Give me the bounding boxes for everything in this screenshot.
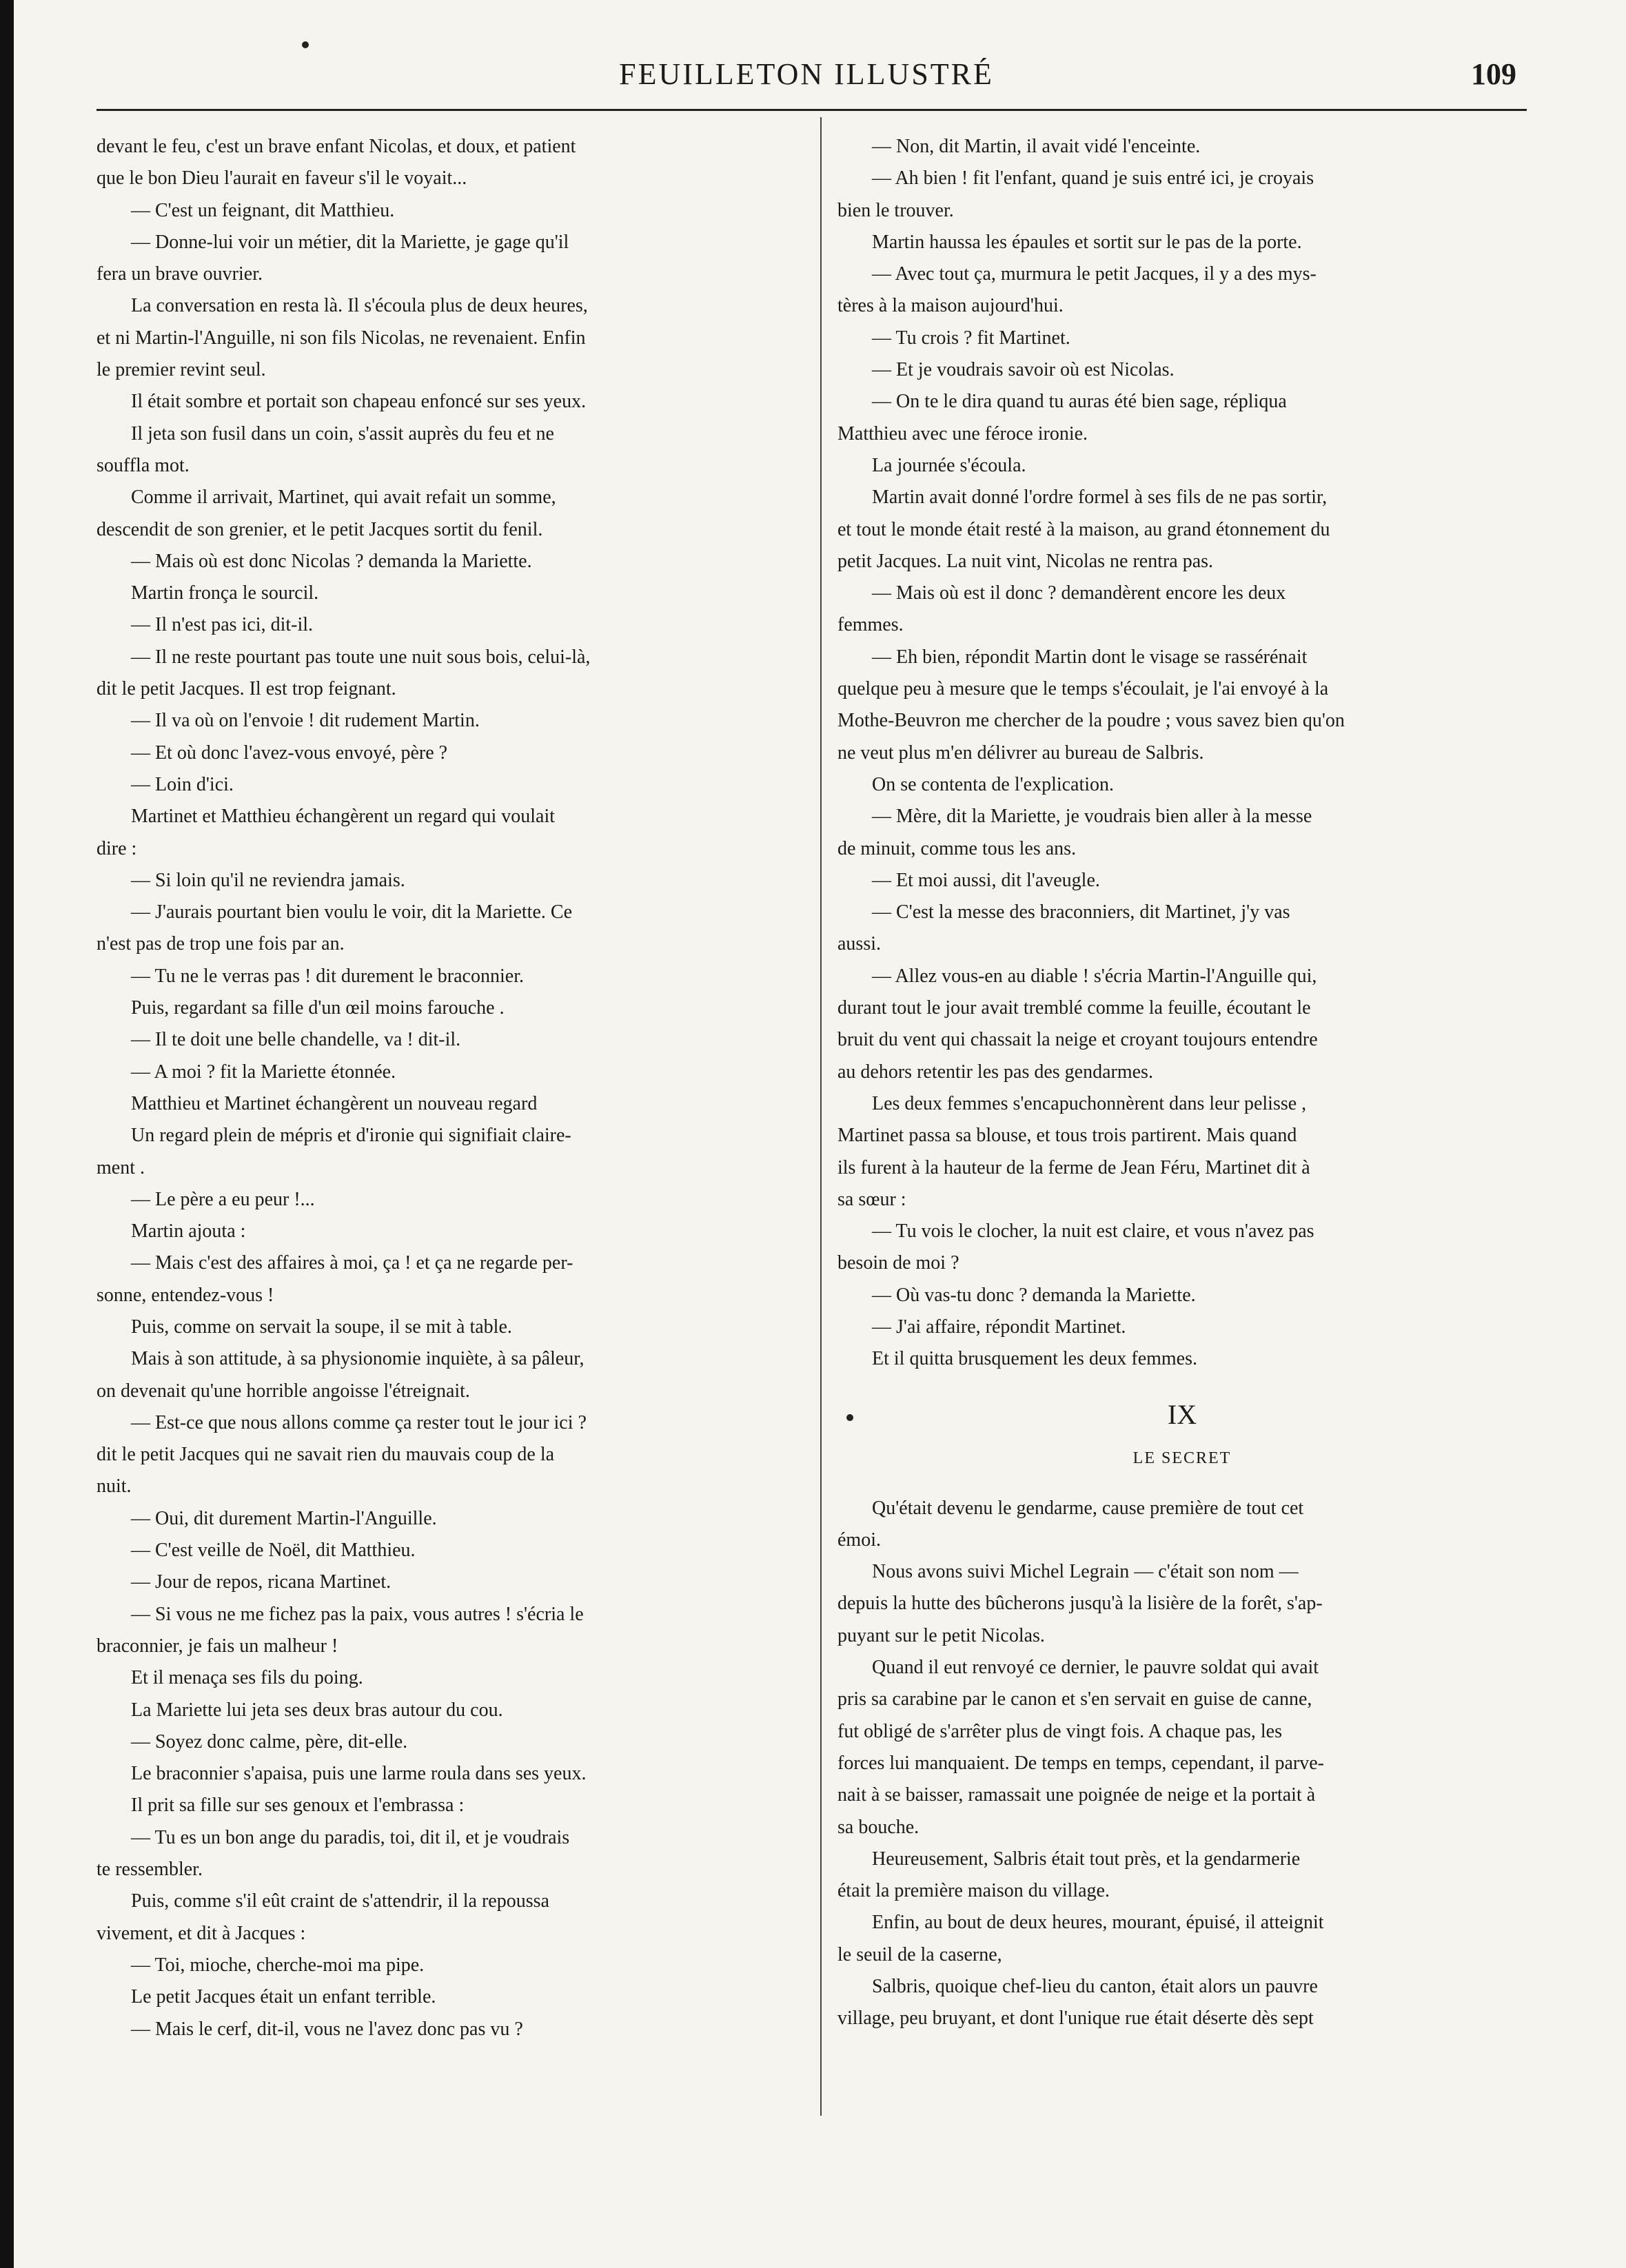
text-line: durant tout le jour avait tremblé comme la feuille, écoutant le (837, 997, 1311, 1019)
text-line: — Jour de repos, ricana Martinet. (131, 1571, 392, 1593)
text-line: On se contenta de l'explication. (872, 773, 1115, 795)
text-line: besoin de moi ? (837, 1252, 959, 1274)
text-line: Enfin, au bout de deux heures, mourant, épuisé, il atteignit (872, 1912, 1324, 1934)
text-line: devant le feu, c'est un brave enfant Nicolas, et doux, et patient (96, 136, 576, 157)
text-line: Un regard plein de mépris et d'ironie qui signifiait claire- (131, 1125, 571, 1147)
text-line: sa bouche. (837, 1816, 919, 1838)
text-line: Salbris, quoique chef-lieu du canton, était alors un pauvre (872, 1976, 1318, 1998)
text-line: et tout le monde était resté à la maison, au grand étonnement du (837, 518, 1330, 540)
text-line: — Où vas-tu donc ? demanda la Mariette. (872, 1284, 1196, 1306)
text-line: — Mais c'est des affaires à moi, ça ! et ça ne regarde per- (131, 1252, 573, 1274)
text-line: Heureusement, Salbris était tout près, et la gendarmerie (872, 1848, 1301, 1870)
text-line: dit le petit Jacques. Il est trop feignant. (96, 678, 396, 700)
text-line: Martin ajouta : (131, 1220, 246, 1243)
text-line: puyant sur le petit Nicolas. (837, 1624, 1045, 1646)
text-line: descendit de son grenier, et le petit Jacques sortit du fenil. (96, 518, 543, 540)
text-line: nait à se baisser, ramassait une poignée de neige et la portait à (837, 1784, 1316, 1806)
text-line: était la première maison du village. (837, 1880, 1110, 1902)
page-header (96, 50, 1516, 99)
column-divider (820, 117, 822, 2116)
text-line: on devenait qu'une horrible angoisse l'étreignait. (96, 1380, 470, 1402)
text-line: Les deux femmes s'encapuchonnèrent dans leur pelisse , (872, 1092, 1307, 1114)
text-line: Martinet passa sa blouse, et tous trois partirent. Mais quand (837, 1125, 1297, 1147)
text-line: le premier revint seul. (96, 359, 266, 381)
print-speck (302, 41, 309, 48)
text-line: Martinet et Matthieu échangèrent un regard qui voulait (131, 806, 556, 828)
chapter-number: IX (1167, 1398, 1197, 1430)
text-line: Mais à son attitude, à sa physionomie inquiète, à sa pâleur, (131, 1348, 585, 1370)
text-line: te ressembler. (96, 1859, 203, 1881)
text-line: — Mère, dit la Mariette, je voudrais bien aller à la messe (872, 806, 1312, 828)
text-line: Nous avons suivi Michel Legrain — c'était son nom — (872, 1561, 1299, 1583)
text-line: — Il va où on l'envoie ! dit rudement Martin. (131, 710, 480, 732)
text-line: Matthieu et Martinet échangèrent un nouveau regard (131, 1092, 538, 1114)
text-line: Puis, comme s'il eût craint de s'attendrir, il la repoussa (131, 1890, 549, 1912)
text-line: — Si vous ne me fichez pas la paix, vous autres ! s'écria le (131, 1603, 584, 1625)
text-line: dire : (96, 837, 137, 859)
text-line: émoi. (837, 1529, 881, 1551)
text-column-left (96, 131, 786, 2045)
text-line: de minuit, comme tous les ans. (837, 837, 1077, 859)
text-line: n'est pas de trop une fois par an. (96, 933, 345, 955)
text-line: — Avec tout ça, murmura le petit Jacques, il y a des mys- (872, 263, 1317, 285)
text-line: — Oui, dit durement Martin-l'Anguille. (131, 1507, 437, 1529)
text-line: fera un brave ouvrier. (96, 263, 263, 285)
text-line: ne veut plus m'en délivrer au bureau de Salbris. (837, 742, 1204, 764)
text-line: — C'est la messe des braconniers, dit Martinet, j'y vas (872, 901, 1290, 923)
text-line: quelque peu à mesure que le temps s'écoulait, je l'ai envoyé à la (837, 678, 1329, 700)
text-line: — Non, dit Martin, il avait vidé l'enceinte. (872, 136, 1201, 157)
text-line: — Si loin qu'il ne reviendra jamais. (131, 869, 405, 891)
text-line: — J'ai affaire, répondit Martinet. (872, 1316, 1126, 1338)
text-line: — Tu vois le clocher, la nuit est claire, et vous n'avez pas (872, 1220, 1314, 1243)
text-line: Il jeta son fusil dans un coin, s'assit auprès du feu et ne (131, 422, 554, 445)
chapter-title: LE SECRET (1132, 1449, 1232, 1467)
text-line: Le petit Jacques était un enfant terrible. (131, 1986, 436, 2008)
text-line: depuis la hutte des bûcherons jusqu'à la lisière de la forêt, s'ap- (837, 1593, 1323, 1615)
text-line: et ni Martin-l'Anguille, ni son fils Nicolas, ne revenaient. Enfin (96, 327, 586, 349)
text-line: La conversation en resta là. Il s'écoula plus de deux heures, (131, 295, 588, 317)
text-line: petit Jacques. La nuit vint, Nicolas ne rentra pas. (837, 550, 1214, 572)
text-line: — Est-ce que nous allons comme ça rester tout le jour ici ? (131, 1411, 587, 1433)
text-line: Le braconnier s'apaisa, puis une larme roula dans ses yeux. (131, 1763, 587, 1785)
text-line: Martin haussa les épaules et sortit sur le pas de la porte. (872, 231, 1302, 253)
text-line: fut obligé de s'arrêter plus de vingt fois. A chaque pas, les (837, 1720, 1282, 1742)
text-line: Et il quitta brusquement les deux femmes. (872, 1348, 1198, 1370)
text-line: Et il menaça ses fils du poing. (131, 1667, 363, 1689)
text-block-before-chapter (837, 131, 1527, 1376)
text-line: — Et moi aussi, dit l'aveugle. (872, 869, 1100, 891)
text-line: Martin avait donné l'ordre formel à ses fils de ne pas sortir, (872, 487, 1328, 509)
text-line: dit le petit Jacques qui ne savait rien du mauvais coup de la (96, 1444, 555, 1466)
text-line: — Donne-lui voir un métier, dit la Mariette, je gage qu'il (131, 231, 569, 253)
text-block-after-chapter (837, 1493, 1527, 2035)
text-line: ils furent à la hauteur de la ferme de Jean Féru, Martinet dit à (837, 1156, 1310, 1178)
text-line: sonne, entendez-vous ! (96, 1284, 274, 1306)
text-line: — J'aurais pourtant bien voulu le voir, dit la Mariette. Ce (131, 901, 572, 923)
text-line: aussi. (837, 933, 881, 955)
text-line: sa sœur : (837, 1188, 906, 1210)
text-line: — A moi ? fit la Mariette étonnée. (131, 1061, 396, 1083)
text-line: — Tu crois ? fit Martinet. (872, 327, 1070, 349)
text-line: La Mariette lui jeta ses deux bras autour du cou. (131, 1699, 503, 1721)
text-line: — Il n'est pas ici, dit-il. (131, 614, 314, 636)
text-line: le seuil de la caserne, (837, 1943, 1002, 1965)
text-line: bruit du vent qui chassait la neige et croyant toujours entendre (837, 1029, 1318, 1051)
header-rule (96, 109, 1527, 111)
text-line: — Toi, mioche, cherche-moi ma pipe. (131, 1954, 425, 1976)
text-line: — On te le dira quand tu auras été bien sage, répliqua (872, 391, 1287, 413)
text-line: — Ah bien ! fit l'enfant, quand je suis entré ici, je croyais (872, 167, 1314, 190)
text-line: femmes. (837, 614, 904, 636)
text-line: vivement, et dit à Jacques : (96, 1922, 306, 1944)
text-line: — Mais le cerf, dit-il, vous ne l'avez donc pas vu ? (131, 2018, 523, 2040)
text-line: — Tu ne le verras pas ! dit durement le braconnier. (131, 965, 524, 987)
text-line: Il prit sa fille sur ses genoux et l'embrassa : (131, 1795, 465, 1817)
text-line: que le bon Dieu l'aurait en faveur s'il le voyait... (96, 167, 467, 190)
text-line: village, peu bruyant, et dont l'unique rue était déserte dès sept (837, 2008, 1314, 2030)
text-line: — Soyez donc calme, père, dit-elle. (131, 1730, 408, 1753)
running-title: FEUILLETON ILLUSTRÉ (619, 57, 994, 91)
text-line: au dehors retentir les pas des gendarmes. (837, 1061, 1153, 1083)
text-line: Matthieu avec une féroce ironie. (837, 422, 1088, 445)
text-line: — Eh bien, répondit Martin dont le visage se rassérénait (872, 646, 1308, 668)
text-line: Puis, comme on servait la soupe, il se mit à table. (131, 1316, 512, 1338)
text-line: La journée s'écoula. (872, 454, 1026, 476)
text-column-right (837, 131, 1527, 2035)
text-line: forces lui manquaient. De temps en temps, cependant, il parve- (837, 1752, 1324, 1774)
text-line: — Le père a eu peur !... (131, 1188, 315, 1210)
text-line: Comme il arrivait, Martinet, qui avait refait un somme, (131, 487, 556, 509)
text-line: Mothe-Beuvron me chercher de la poudre ; vous savez bien qu'on (837, 710, 1345, 732)
text-line: Quand il eut renvoyé ce dernier, le pauvre soldat qui avait (872, 1657, 1319, 1679)
text-line: — Il te doit une belle chandelle, va ! dit-il. (131, 1029, 461, 1051)
text-line: — Allez vous-en au diable ! s'écria Martin-l'Anguille qui, (872, 965, 1317, 987)
text-line: Martin fronça le sourcil. (131, 582, 319, 604)
text-line: — Et je voudrais savoir où est Nicolas. (872, 359, 1175, 381)
text-line: tères à la maison aujourd'hui. (837, 295, 1064, 317)
page-binding-edge (0, 0, 14, 2268)
text-line: — C'est un feignant, dit Matthieu. (131, 199, 395, 221)
text-line: — Et où donc l'avez-vous envoyé, père ? (131, 742, 448, 764)
text-line: — C'est veille de Noël, dit Matthieu. (131, 1540, 416, 1562)
text-line: — Mais où est donc Nicolas ? demanda la Mariette. (131, 550, 532, 572)
text-line: braconnier, je fais un malheur ! (96, 1635, 338, 1657)
text-line: pris sa carabine par le canon et s'en servait en guise de canne, (837, 1688, 1312, 1710)
text-line: — Tu es un bon ange du paradis, toi, dit il, et je voudrais (131, 1826, 570, 1848)
text-line: Qu'était devenu le gendarme, cause première de tout cet (872, 1497, 1304, 1519)
text-line: — Il ne reste pourtant pas toute une nuit sous bois, celui-là, (131, 646, 591, 668)
text-line: Il était sombre et portait son chapeau enfoncé sur ses yeux. (131, 391, 587, 413)
text-line: souffla mot. (96, 454, 190, 476)
text-line: ment . (96, 1156, 145, 1178)
text-line: bien le trouver. (837, 199, 954, 221)
text-line: Puis, regardant sa fille d'un œil moins farouche . (131, 997, 505, 1019)
text-line: — Loin d'ici. (131, 773, 234, 795)
text-line: nuit. (96, 1475, 132, 1498)
page-number: 109 (1471, 57, 1516, 91)
text-line: — Mais où est il donc ? demandèrent encore les deux (872, 582, 1286, 604)
